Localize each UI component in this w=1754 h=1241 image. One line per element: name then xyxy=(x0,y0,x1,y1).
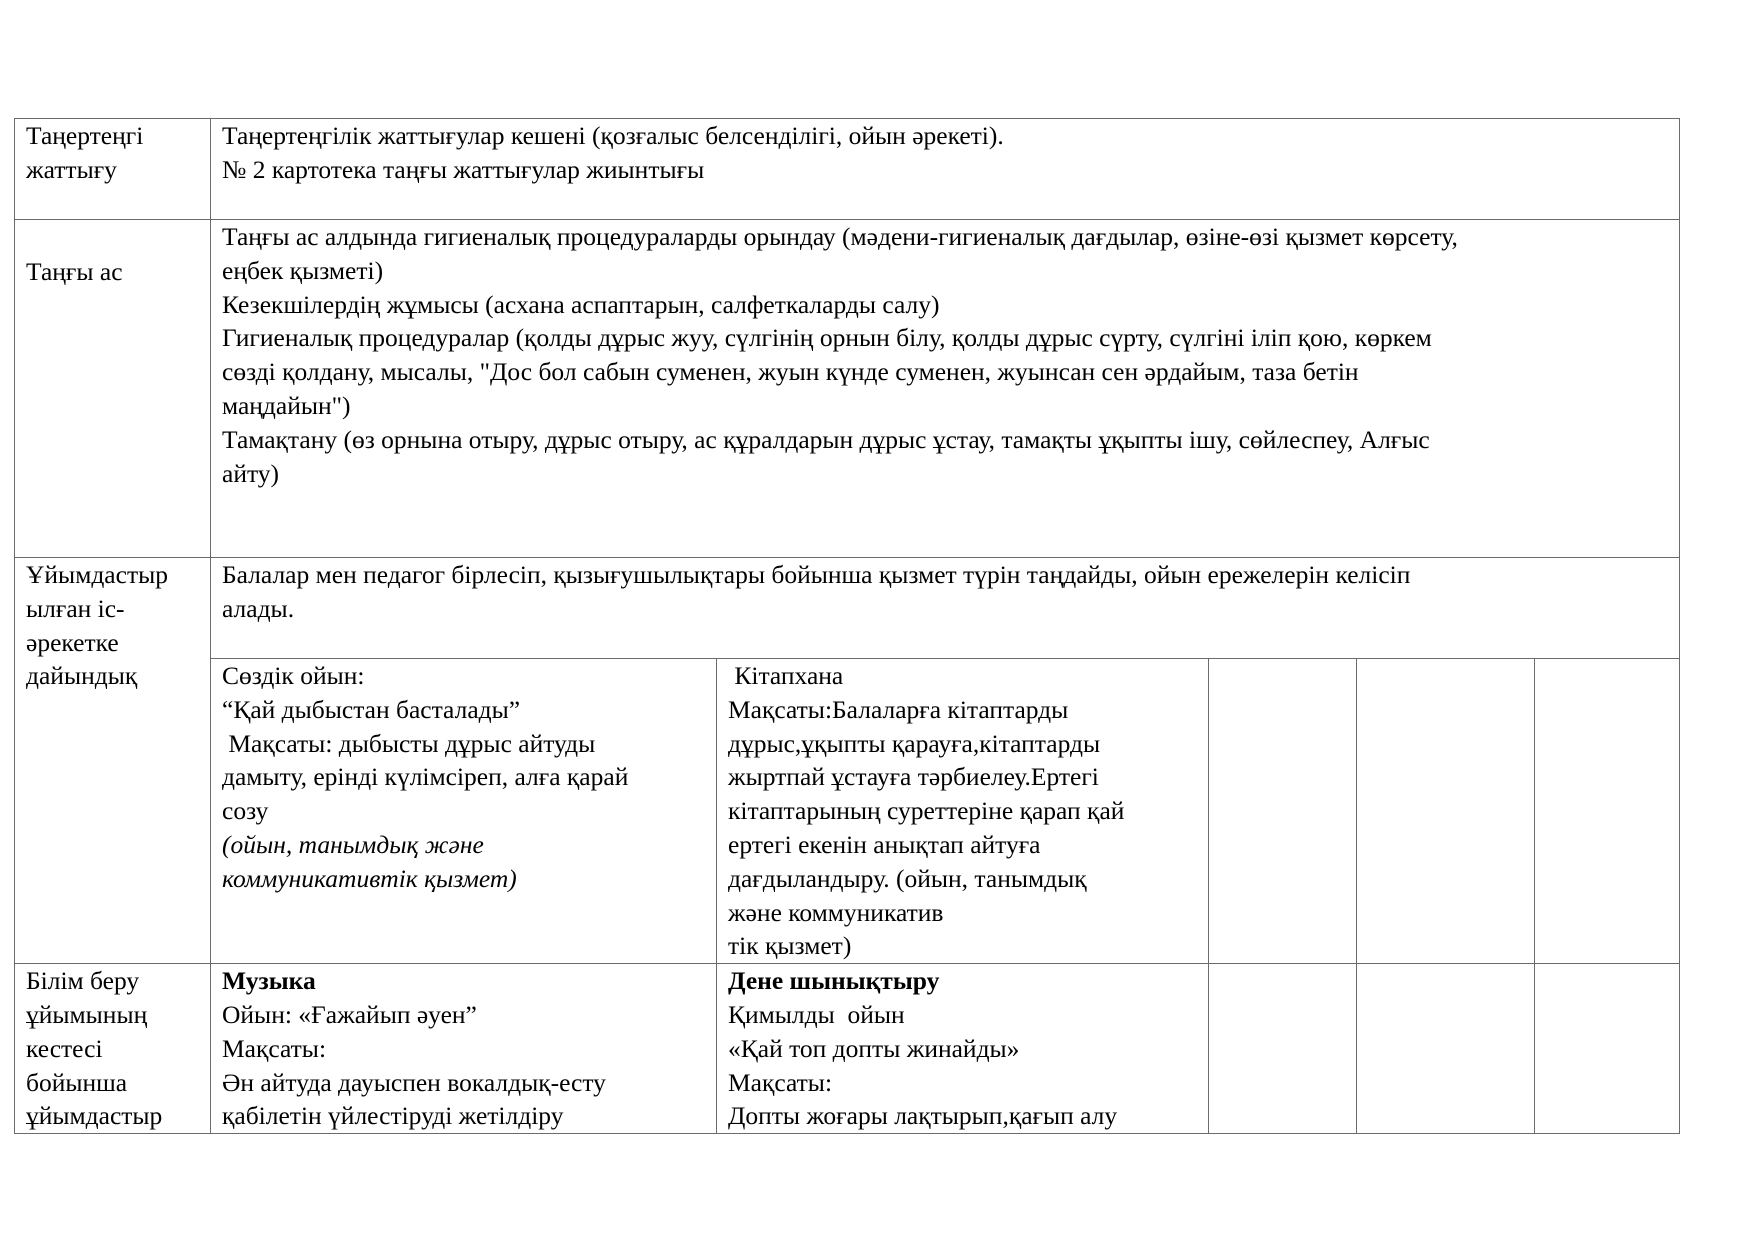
activity-note: коммуникативтік қызмет) xyxy=(222,863,517,893)
content-line: Гигиеналық процедуралар (қолды дұрыс жуу, сүлгінің орнын білу, қолды дұрыс сүрту, сүлгіні іліп қою, көркем xyxy=(222,323,1432,353)
row-label-preparation xyxy=(15,558,211,964)
activity-line: “Қай дыбыстан басталады” xyxy=(222,694,521,724)
empty-cell xyxy=(1535,659,1680,964)
label-line: Таңертеңгі xyxy=(26,121,144,150)
label-line: әрекетке xyxy=(26,627,119,657)
content-line: сөзді қолдану, мысалы, "Дос бол сабын суменен, жуын күнде суменен, жуынсан сен әрдайым, таза бетін xyxy=(222,357,1359,387)
activity-line: ертегі екенін анықтап айтуға xyxy=(728,829,1041,859)
row-morning-exercise xyxy=(15,119,1680,220)
label-line: Ұйымдастыр xyxy=(26,560,168,589)
activity-line: Сөздік ойын: xyxy=(222,661,365,690)
activity-line: Допты жоғары лақтырып,қағып алу xyxy=(728,1101,1118,1131)
content-line: № 2 картотека таңғы жаттығулар жиынтығы xyxy=(222,154,705,184)
activity-line: және коммуникатив xyxy=(728,897,944,927)
activity-line: кітаптарының суреттеріне қарап қай xyxy=(728,796,1125,826)
activity-line: «Қай топ допты жинайды» xyxy=(728,1033,1020,1063)
content-line: Балалар мен педагог бірлесіп, қызығушылықтары бойынша қызмет түрін таңдайды, ойын ережелерін келісіп xyxy=(222,560,1411,589)
activity-line: дағдыландыру. (ойын, танымдық xyxy=(728,863,1087,893)
activity-line: дамыту, ерінді күлімсіреп, алға қарай xyxy=(222,762,629,792)
activity-title: Дене шынықтыру xyxy=(728,966,940,996)
row-schedule xyxy=(15,964,1680,1134)
activity-cell-word-game xyxy=(211,659,717,964)
row-content-preparation-intro xyxy=(211,558,1680,659)
activity-line: Мақсаты:Балаларға кітаптарды xyxy=(728,694,1069,724)
activity-line: Ән айтуда дауыспен вокалдық-есту xyxy=(222,1067,606,1097)
label-line: Таңғы ас xyxy=(26,257,123,286)
content-line: маңдайын") xyxy=(222,390,351,420)
label-line: жаттығу xyxy=(26,154,117,184)
label-line: ұйымының xyxy=(26,999,148,1029)
activity-line: Мақсаты: xyxy=(728,1067,833,1097)
activity-line: Мақсаты: дыбысты дұрыс айтуды xyxy=(222,728,596,758)
activity-line: Ойын: «Ғажайып әуен” xyxy=(222,999,477,1029)
label-line: кестесі xyxy=(26,1033,103,1063)
daily-plan-table xyxy=(14,118,1680,1134)
empty-cell xyxy=(1209,964,1357,1134)
activity-cell-physical-education xyxy=(717,964,1209,1134)
activity-line: Кітапхана xyxy=(728,661,844,690)
empty-cell xyxy=(1357,659,1535,964)
label-line: ылған іс- xyxy=(26,593,125,623)
activity-line: тік қызмет) xyxy=(728,931,852,961)
label-line: ұйымдастыр xyxy=(26,1101,163,1131)
content-line: Таңертеңгілік жаттығулар кешені (қозғалыс белсенділігі, ойын әрекеті). xyxy=(222,121,1004,150)
label-line: дайындық xyxy=(26,661,138,691)
activity-line: созу xyxy=(222,796,269,826)
row-content-breakfast xyxy=(211,220,1680,558)
activity-line: Мақсаты: xyxy=(222,1033,327,1063)
activity-cell-library xyxy=(717,659,1209,964)
activity-title: Музыка xyxy=(222,966,316,996)
activity-note: (ойын, танымдық және xyxy=(222,829,484,859)
label-line: бойынша xyxy=(26,1067,128,1097)
activity-line: дұрыс,ұқыпты қарауға,кітаптарды xyxy=(728,728,1101,758)
content-line: Таңғы ас алдында гигиеналық процедураларды орындау (мәдени-гигиеналық дағдылар, өзіне-өзі қызмет көрсету, xyxy=(222,222,1458,251)
content-line: Тамақтану (өз орнына отыру, дұрыс отыру, ас құралдарын дұрыс ұстау, тамақты ұқыпты ішу, сөйлеспеу, Алғыс xyxy=(222,424,1430,454)
activity-line: жыртпай ұстауға тәрбиелеу.Ертегі xyxy=(728,762,1099,792)
empty-cell xyxy=(1535,964,1680,1134)
activity-cell-music xyxy=(211,964,717,1134)
row-preparation-activities xyxy=(15,659,1680,964)
activity-line: Қимылды ойын xyxy=(728,999,905,1029)
row-content-morning-exercise xyxy=(211,119,1680,220)
row-label-breakfast xyxy=(15,220,211,558)
activity-line: қабілетін үйлестіруді жетілдіру xyxy=(222,1101,564,1131)
row-label-morning-exercise xyxy=(15,119,211,220)
row-breakfast xyxy=(15,220,1680,558)
row-preparation xyxy=(15,558,1680,659)
content-line: Кезекшілердің жұмысы (асхана аспаптарын, салфеткаларды салу) xyxy=(222,289,940,319)
content-line: алады. xyxy=(222,593,295,623)
empty-cell xyxy=(1209,659,1357,964)
row-label-schedule xyxy=(15,964,211,1134)
content-line: айту) xyxy=(222,458,280,488)
content-line: еңбек қызметі) xyxy=(222,255,384,285)
label-line: Білім беру xyxy=(26,966,140,996)
empty-cell xyxy=(1357,964,1535,1134)
